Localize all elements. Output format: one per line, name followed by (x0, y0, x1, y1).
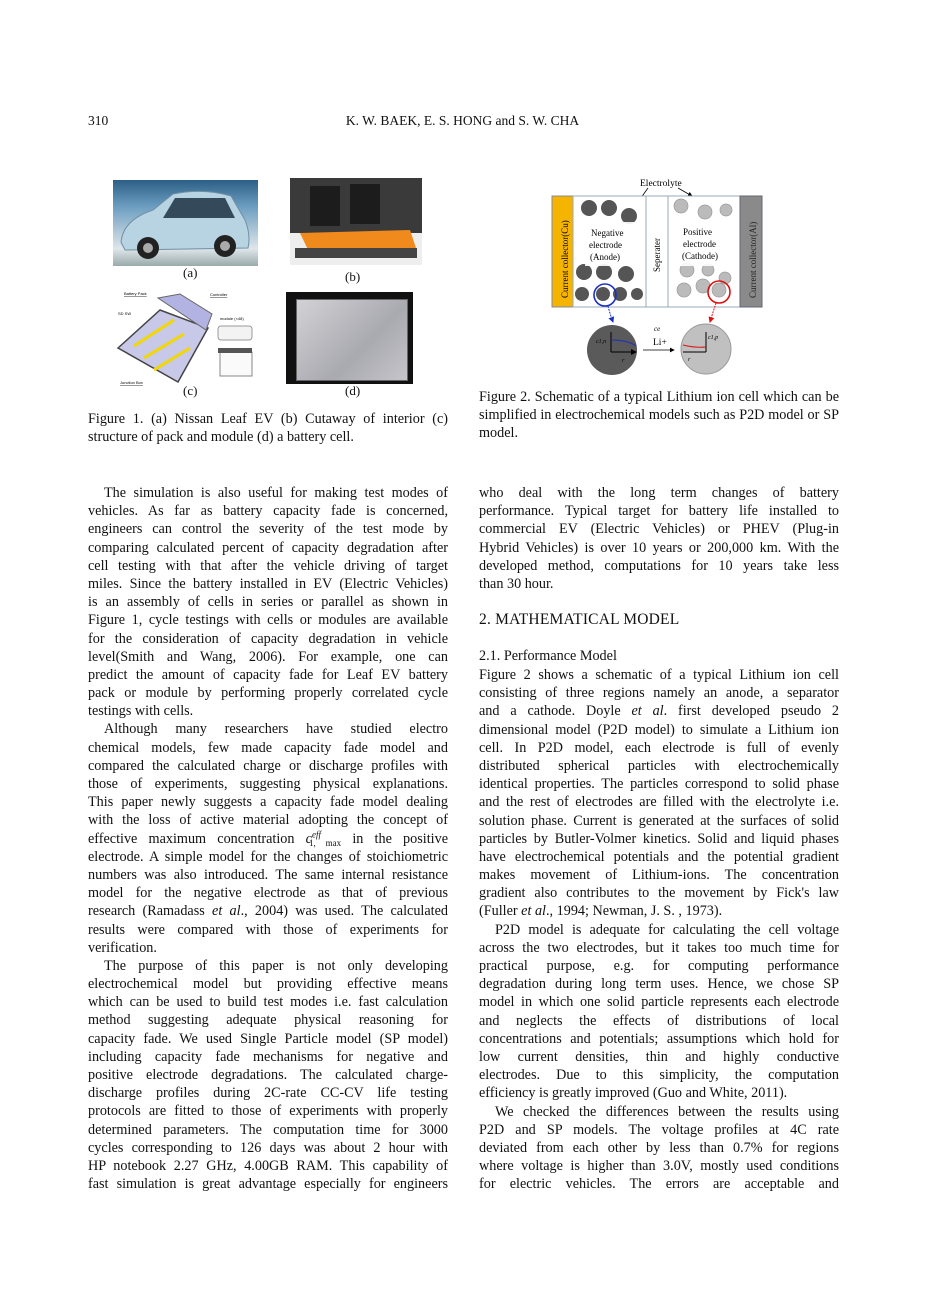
text-line: across the two electrodes, but it takes too much time for (479, 939, 839, 956)
text-line: electrochemical model but providing effective means (88, 976, 448, 993)
paragraph (88, 484, 448, 720)
text-line: testings with cells. (88, 703, 194, 720)
positive-electrode-label-1: Positive (683, 227, 713, 237)
label-junction-box: Junction Box (120, 380, 143, 385)
text-line: pack or module by performing properly correlated cycle (88, 685, 448, 702)
right-column-intro (479, 484, 839, 593)
text-line: comparing calculated percent of capacity degradation after (88, 539, 448, 556)
text-line: Although many researchers have studied electro (104, 721, 448, 738)
paragraph (479, 666, 839, 921)
text-line: capacity fade. We used Single Particle model (SP model) (88, 1030, 448, 1047)
text-line: who deal with the long term changes of battery (479, 485, 839, 501)
text-line: vehicles. As far as battery capacity fade is concerned, (88, 503, 448, 520)
text-line: This paper newly suggests a capacity fade model dealing (88, 794, 448, 811)
r-label-pos: r (688, 357, 691, 363)
text-line: commercial EV (Electric Vehicles) or PHEV (Plug-in (479, 521, 839, 538)
text-line: P2D and SP models. The voltage profiles at 4C rate (479, 1121, 839, 1138)
text-segment: research (Ramadass (88, 903, 213, 920)
text-line: model in which one solid particle represents each electrode (479, 994, 839, 1011)
text-line: engineers can control the severity of the test mode by (88, 521, 448, 538)
text-line: degradation during long term uses. Hence, we chose SP (479, 976, 839, 993)
text-line: than 30 hour. (479, 575, 554, 592)
text-line: deviated from each other by less than 0.7% for regions (479, 1139, 839, 1156)
text-line: and neglects the effects of distributions of local (479, 1012, 839, 1029)
text-line (88, 830, 448, 848)
text-line: for the consideration of capacity degradation in vehicle (88, 630, 448, 647)
subsection-heading: 2.1. Performance Model (479, 648, 617, 664)
text-line: low current densities, thin and highly conductive (479, 1048, 839, 1065)
text-line: Figure 2 shows a schematic of a typical Lithium ion cell (479, 667, 839, 683)
italic-text: et al (521, 903, 546, 920)
italic-text: et al (212, 903, 241, 920)
text-line: consisting of three regions namely an anode, a separator (479, 685, 839, 702)
text-line: Figure 1, cycle testings with cells or modules are available (88, 612, 448, 629)
panel-label-a: (a) (183, 265, 198, 280)
paragraph (479, 484, 839, 593)
text-line: which can be used to build test modes i.e. fast calculation (88, 994, 448, 1011)
text-line (88, 902, 448, 920)
text-line: model for the negative electrode as that of previous (88, 885, 448, 902)
text-line: protocols are fitted to those of experiments with properly (88, 1103, 448, 1120)
text-line: electrodes. Due to this simplicity, the computation (479, 1067, 839, 1084)
paragraph (88, 720, 448, 956)
ce-label: ce (654, 325, 661, 333)
cu-collector-label: Current collector(Cu) (560, 220, 570, 298)
text-line (479, 902, 839, 920)
text-line: numbers was also introduced. The same internal resistance (88, 866, 448, 883)
text-line: miles. Since the battery installed in EV (Electric Vehicles) (88, 575, 448, 592)
negative-electrode-label-1: Negative (591, 228, 624, 238)
text-line: positive electrode degradations. The calculated charge- (88, 1067, 448, 1083)
negative-electrode-label-3: (Anode) (590, 252, 620, 262)
text-line: cycles corresponding to 126 days was about 2 hour with (88, 1139, 448, 1156)
text-segment: effective maximum concentration (88, 830, 306, 847)
text-line: including capacity fade mechanisms for negative and (88, 1048, 448, 1065)
text-line: level(Smith and Wang, 2006). For example, one can (88, 648, 448, 665)
text-line: solution phase. Current is generated at the surfaces of solid (479, 812, 839, 829)
panel-label-d: (d) (345, 383, 361, 398)
text-line: dimensional model (P2D model) to simulate a Lithium ion (479, 721, 839, 738)
text-line (479, 702, 839, 720)
text-segment: ., 2004) was used. The calculated (240, 903, 448, 920)
text-line: results were compared with those of experiments for (88, 921, 448, 938)
figure-2-caption: Figure 2. Schematic of a typical Lithium ion cell which can be simplified in electrochemical models such as P2D model or SP model. (479, 389, 839, 442)
text-segment: (Fuller (479, 903, 522, 920)
figure-1-caption: Figure 1. (a) Nissan Leaf EV (b) Cutaway of interior (c) structure of pack and module (d) a battery cell. (88, 411, 448, 446)
figure-1c-pack-diagram (114, 290, 256, 386)
text-line: predict the amount of capacity fade for Leaf EV battery (88, 666, 448, 683)
al-collector-label: Current collector(Al) (748, 221, 758, 298)
text-line: and the rest of electrodes are filled with the electrolyte i.e. (479, 794, 839, 811)
text-line: discharge profiles during 2C-rate CC-CV life testing (88, 1085, 448, 1102)
left-column (88, 484, 448, 1193)
positive-electrode-label-2: electrode (683, 239, 716, 249)
r-label-neg: r (622, 358, 625, 364)
text-line: developed method, computations for 10 years take less (479, 557, 839, 574)
text-segment: and a cathode. Doyle (479, 703, 632, 720)
text-line: HP notebook 2.27 GHz, 4.00GB RAM. This capability of (88, 1157, 448, 1174)
text-line: performance. Typical target for battery life installed to (479, 503, 839, 520)
text-segment: in the positive (341, 830, 448, 847)
text-line: where voltage is higher than 3.0V, mostly used conditions (479, 1158, 839, 1175)
text-line: cell. In P2D model, each electrode is full of evenly (479, 739, 839, 756)
text-line: The simulation is also useful for making test modes of (104, 485, 448, 501)
text-line: electrode. A simple model for the changes of stoichiometric (88, 848, 448, 865)
text-line: distributed spherical particles with electrochemically (479, 757, 839, 774)
text-line: for electric vehicles. The errors are acceptable and (479, 1176, 839, 1193)
positive-electrode-label-3: (Cathode) (682, 251, 718, 261)
negative-electrode-label-2: electrode (589, 240, 622, 250)
c1n-label: c1,n (596, 339, 607, 345)
text-line: compared the calculated charge or discharge profiles with (88, 757, 448, 774)
text-line: determined parameters. The computation time for 3000 (88, 1121, 448, 1138)
figure-1d-cell-photo (286, 292, 413, 384)
right-column-body (479, 666, 839, 1193)
figure-1b-cutaway-photo (290, 178, 422, 265)
text-segment: ., 1994; Newman, J. S. , 1973). (546, 903, 723, 920)
paragraph (88, 957, 448, 1193)
li-ion-label: Li+ (653, 338, 667, 348)
label-sd-sw: SD SW (118, 311, 132, 316)
section-heading: 2. MATHEMATICAL MODEL (479, 611, 680, 628)
text-line: gradient also contributes to the movement by Fick's law (479, 885, 839, 902)
panel-label-b: (b) (345, 269, 361, 284)
text-line: practical purpose, e.g. for computing performance (479, 958, 839, 974)
paragraph (479, 921, 839, 1103)
text-line: method suggesting adequate physical reasoning for (88, 1012, 448, 1029)
text-line: identical properties. The particles correspond to solid phase (479, 776, 839, 793)
figure-2-schematic (540, 170, 780, 380)
text-line: particles by Butler-Volmer kinetics. Solid and liquid phases (479, 830, 839, 847)
text-line: with the loss of active material adopting the concept of (88, 812, 448, 829)
text-line: is an assembly of cells in series or parallel as shown in (88, 594, 448, 611)
math-c-eff-1max: $c^{eff}_{1, max}$ (305, 828, 342, 849)
label-module: module (×48) (220, 316, 244, 321)
separator-label: Seperater (652, 238, 662, 272)
italic-text: et al (631, 703, 664, 720)
text-line: fast simulation is great advantage especially for engineers (88, 1176, 448, 1193)
text-line: We checked the differences between the results using (495, 1103, 839, 1120)
text-line: verification. (88, 939, 157, 956)
electrolyte-label: Electrolyte (640, 179, 682, 189)
text-line: The purpose of this paper is not only developing (104, 957, 448, 974)
label-controller: Controller (210, 292, 228, 297)
text-line: P2D model is adequate for calculating the cell voltage (495, 921, 839, 938)
text-line: efficiency is greatly improved (Guo and White, 2011). (479, 1085, 788, 1102)
text-segment: . first developed pseudo 2 (663, 703, 839, 720)
text-line: chemical models, few made capacity fade model and (88, 739, 448, 756)
figure-1a-car-photo (113, 180, 258, 266)
text-line: have electrochemical potentials and the potential gradient (479, 848, 839, 865)
running-header: K. W. BAEK, E. S. HONG and S. W. CHA (345, 113, 580, 128)
paragraph (479, 1103, 839, 1194)
text-line: makes movement of Lithium-ions. The concentration (479, 867, 839, 884)
panel-label-c: (c) (183, 383, 198, 398)
label-battery-pack: Battery Pack (124, 291, 147, 296)
text-line: those of experiments, suggesting physical explanations. (88, 776, 448, 792)
text-line: concentrations and potentials; assumptions which hold for (479, 1030, 839, 1047)
page-number: 310 (88, 113, 109, 128)
text-line: cell testing with that after the vehicle driving of target (88, 557, 448, 574)
c1p-label: c1,p (708, 335, 719, 341)
text-line: Hybrid Vehicles) is over 10 years or 200,000 km. With the (479, 539, 839, 556)
